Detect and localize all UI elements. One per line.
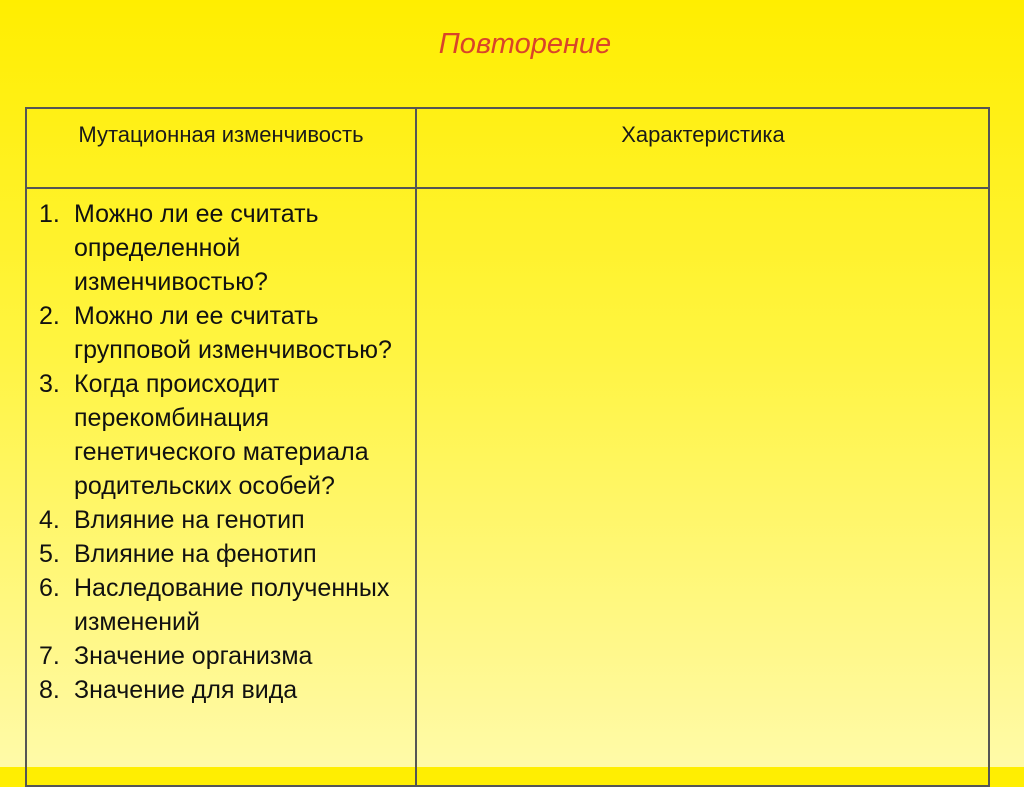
question-item bbox=[39, 537, 409, 571]
question-text: Можно ли ее считать определенной изменчивостью? bbox=[74, 200, 319, 296]
column-divider bbox=[415, 109, 417, 785]
question-number: 1. bbox=[39, 200, 60, 228]
question-item bbox=[39, 571, 409, 639]
question-number: 6. bbox=[39, 574, 60, 602]
question-text: Можно ли ее считать групповой изменчивостью? bbox=[74, 302, 392, 364]
question-number: 3. bbox=[39, 370, 60, 398]
question-number: 7. bbox=[39, 642, 60, 670]
question-number: 4. bbox=[39, 506, 60, 534]
question-text: Влияние на фенотип bbox=[74, 540, 317, 568]
header-characteristic: Характеристика bbox=[621, 122, 785, 147]
question-list bbox=[39, 197, 409, 707]
header-divider bbox=[27, 187, 988, 189]
question-item bbox=[39, 197, 409, 299]
question-number: 2. bbox=[39, 302, 60, 330]
question-text: Наследование полученных изменений bbox=[74, 574, 390, 636]
question-item bbox=[39, 299, 409, 367]
question-item bbox=[39, 367, 409, 503]
question-item bbox=[39, 639, 409, 673]
question-number: 5. bbox=[39, 540, 60, 568]
question-text: Влияние на генотип bbox=[74, 506, 305, 534]
slide-title: Повторение bbox=[438, 28, 612, 60]
question-item bbox=[39, 503, 409, 537]
question-table bbox=[25, 107, 990, 787]
question-text: Значение для вида bbox=[74, 676, 298, 704]
question-text: Значение организма bbox=[74, 642, 313, 670]
question-text: Когда происходит перекомбинация генетического материала родительских особей? bbox=[74, 370, 369, 500]
question-item bbox=[39, 673, 409, 707]
question-number: 8. bbox=[39, 676, 60, 704]
header-mutational-variability: Мутационная изменчивость bbox=[78, 122, 364, 147]
